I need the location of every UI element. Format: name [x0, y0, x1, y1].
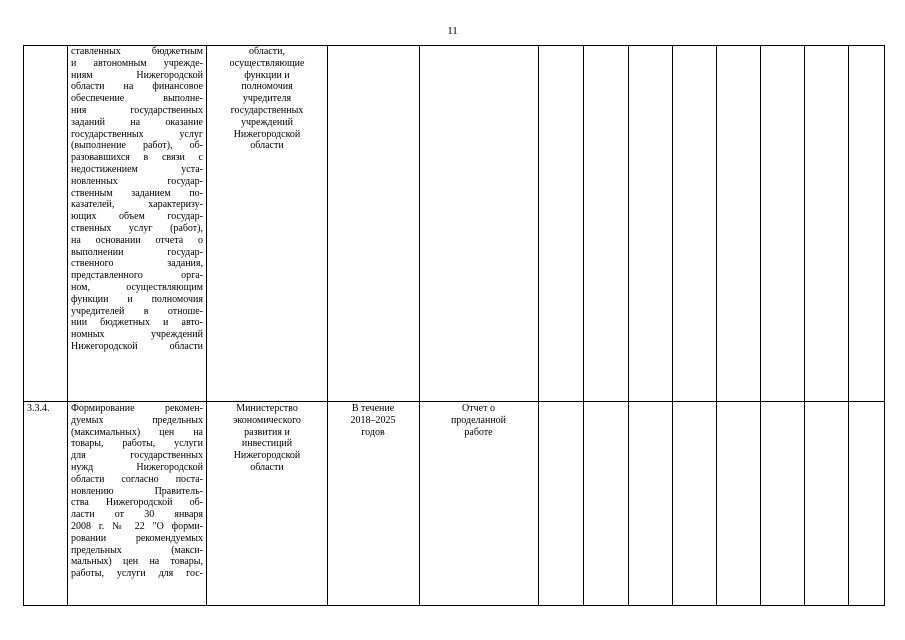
cell-text-line: нии бюджетных и авто-	[71, 317, 203, 329]
col-border	[848, 45, 849, 606]
cell-text-line: представленного орга-	[71, 270, 203, 282]
cell-text-line: (выполнение работ), об-	[71, 140, 203, 152]
cell-text-line: товары, работы, услуги	[71, 438, 203, 450]
cell-text-line: 2018–2025	[350, 414, 396, 426]
cell-text-line: ном, осуществляющим	[71, 281, 203, 293]
cell-text-line: функции и полномочия	[71, 293, 203, 305]
continued-executor-cell	[209, 46, 325, 152]
cell-text-line: полномочия	[241, 81, 293, 93]
cell-text-line: проделанной	[450, 414, 507, 426]
row-number-cell: 3.3.4.	[27, 403, 50, 414]
cell-text-line: и автономным учрежде-	[71, 57, 203, 69]
col-border	[327, 45, 328, 606]
cell-text-line: Нижегородской области	[71, 340, 203, 352]
cell-text-line: Формирование рекомен-	[71, 403, 203, 414]
col-border	[760, 45, 761, 606]
col-border	[206, 45, 207, 606]
continued-description-cell	[71, 46, 203, 353]
cell-text-line: ровании рекомендуемых	[71, 532, 203, 544]
cell-text-line: мальных) цен на товары,	[71, 556, 203, 568]
cell-text-line: Нижегородской	[233, 450, 301, 462]
cell-text-line: ственным заданием по-	[71, 187, 203, 199]
row-result-cell	[421, 403, 536, 438]
row-description-cell	[71, 403, 203, 580]
cell-text-line: недостижением уста-	[71, 163, 203, 175]
col-border	[716, 45, 717, 606]
cell-text-line: ласти от 30 января	[71, 509, 203, 521]
cell-text-line: номных учреждений	[71, 329, 203, 341]
cell-text-line: учредителей в отноше-	[71, 305, 203, 317]
cell-text-line: работе	[464, 426, 493, 438]
cell-text-line: области	[250, 461, 284, 473]
cell-text-line: на основании отчета о	[71, 234, 203, 246]
col-border	[628, 45, 629, 606]
cell-text-line: ния государственных	[71, 104, 203, 116]
cell-text-line: нужд Нижегородской	[71, 461, 203, 473]
page-number: 11	[447, 25, 458, 37]
cell-text-line: учреждений	[241, 116, 293, 128]
table-border-left	[23, 45, 24, 606]
cell-text-line: выполнении государ-	[71, 246, 203, 258]
col-border	[67, 45, 68, 606]
cell-text-line: осуществляющие	[229, 57, 305, 69]
cell-text-line: области,	[249, 46, 285, 57]
cell-text-line: инвестиций	[241, 438, 293, 450]
cell-text-line: новлению Правитель-	[71, 485, 203, 497]
cell-text-line: ющих объем государ-	[71, 211, 203, 223]
row-border	[23, 401, 885, 402]
col-border	[804, 45, 805, 606]
row-executor-cell	[209, 403, 325, 474]
cell-text-line: дуемых предельных	[71, 414, 203, 426]
cell-text-line: ставленных бюджетным	[71, 46, 203, 57]
cell-text-line: В течение	[351, 403, 395, 414]
cell-text-line: области согласно поста-	[71, 473, 203, 485]
table-border-right	[884, 45, 885, 606]
cell-text-line: заданий на оказание	[71, 116, 203, 128]
cell-text-line: государственных услуг	[71, 128, 203, 140]
cell-text-line: ственных услуг (работ),	[71, 222, 203, 234]
col-border	[583, 45, 584, 606]
cell-text-line: развития и	[244, 426, 290, 438]
cell-text-line: функции и	[244, 69, 290, 81]
cell-text-line: 2008 г. № 22 "О форми-	[71, 520, 203, 532]
cell-text-line: ниям Нижегородской	[71, 69, 203, 81]
cell-text-line: (максимальных) цен на	[71, 426, 203, 438]
cell-text-line: для государственных	[71, 450, 203, 462]
cell-text-line: ственного задания,	[71, 258, 203, 270]
cell-text-line: государственных	[230, 104, 304, 116]
table-border-bottom	[23, 605, 885, 606]
cell-text-line: Отчет о	[462, 403, 495, 414]
cell-text-line: Нижегородской	[233, 128, 301, 140]
cell-text-line: области на финансовое	[71, 81, 203, 93]
cell-text-line: области	[250, 140, 284, 152]
col-border	[538, 45, 539, 606]
cell-text-line: ства Нижегородской об-	[71, 497, 203, 509]
row-term-cell	[329, 403, 417, 438]
cell-text-line: предельных (макси-	[71, 544, 203, 556]
cell-text-line: разовавшихся в связи с	[71, 152, 203, 164]
cell-text-line: экономического	[233, 414, 301, 426]
cell-text-line: работы, услуги для гос-	[71, 568, 203, 580]
cell-text-line: годов	[361, 426, 385, 438]
cell-text-line: обеспечение выполне-	[71, 93, 203, 105]
cell-text-line: казателей, характеризу-	[71, 199, 203, 211]
cell-text-line: учредителя	[242, 93, 292, 105]
cell-text-line: новленных государ-	[71, 175, 203, 187]
cell-text-line: Министерство	[236, 403, 298, 414]
measures-table	[23, 45, 885, 606]
col-border	[419, 45, 420, 606]
col-border	[672, 45, 673, 606]
